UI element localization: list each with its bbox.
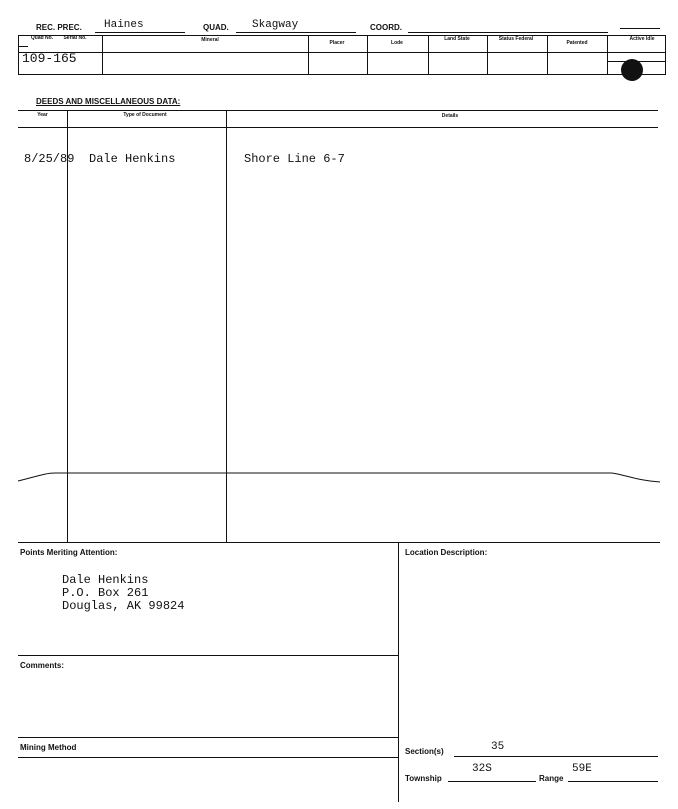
quad-serial-value: 109-165 <box>22 51 77 66</box>
range-value: 59E <box>572 763 592 775</box>
township-value: 32S <box>472 763 492 775</box>
points-label: Points Meriting Attention: <box>20 548 118 557</box>
col-patented: Patented <box>566 40 588 46</box>
col-year: Year <box>37 112 48 118</box>
range-label: Range <box>539 774 564 783</box>
address-line: P.O. Box 261 <box>62 586 149 600</box>
page-crease <box>0 465 678 495</box>
col-mineral: Mineral <box>201 37 219 43</box>
address-line: Douglas, AK 99824 <box>62 599 185 613</box>
section-value: 35 <box>491 741 505 753</box>
section-label: Section(s) <box>405 747 444 756</box>
township-label: Township <box>405 774 442 783</box>
deed-type: Dale Henkins <box>89 152 176 166</box>
col-type-of-document: Type of Document <box>123 112 167 118</box>
address-line: Dale Henkins <box>62 573 149 587</box>
col-quad-no: Quad No. <box>30 35 54 41</box>
mining-method-label: Mining Method <box>20 743 77 752</box>
col-placer: Placer <box>329 40 345 46</box>
col-details: Details <box>441 113 459 119</box>
col-serial-no: Serial No. <box>63 35 87 41</box>
comments-label: Comments: <box>20 661 65 670</box>
rec-prec-value: Haines <box>104 19 144 31</box>
coord-label: COORD. <box>370 23 402 32</box>
deed-details: Shore Line 6-7 <box>244 152 345 166</box>
deeds-section-title: DEEDS AND MISCELLANEOUS DATA: <box>36 97 181 106</box>
col-lode: Lode <box>391 40 403 46</box>
col-land-state: Land State <box>444 36 470 42</box>
location-description-label: Location Description: <box>405 548 488 557</box>
quad-value: Skagway <box>252 19 299 31</box>
quad-label: QUAD. <box>203 23 229 32</box>
col-active-idle: Active Idle <box>629 36 655 42</box>
deed-year: 8/25/89 <box>24 152 75 166</box>
filled-circle-mark <box>621 59 643 81</box>
col-status-federal: Status Federal <box>498 36 534 42</box>
rec-prec-label: REC. PREC. <box>36 23 82 32</box>
